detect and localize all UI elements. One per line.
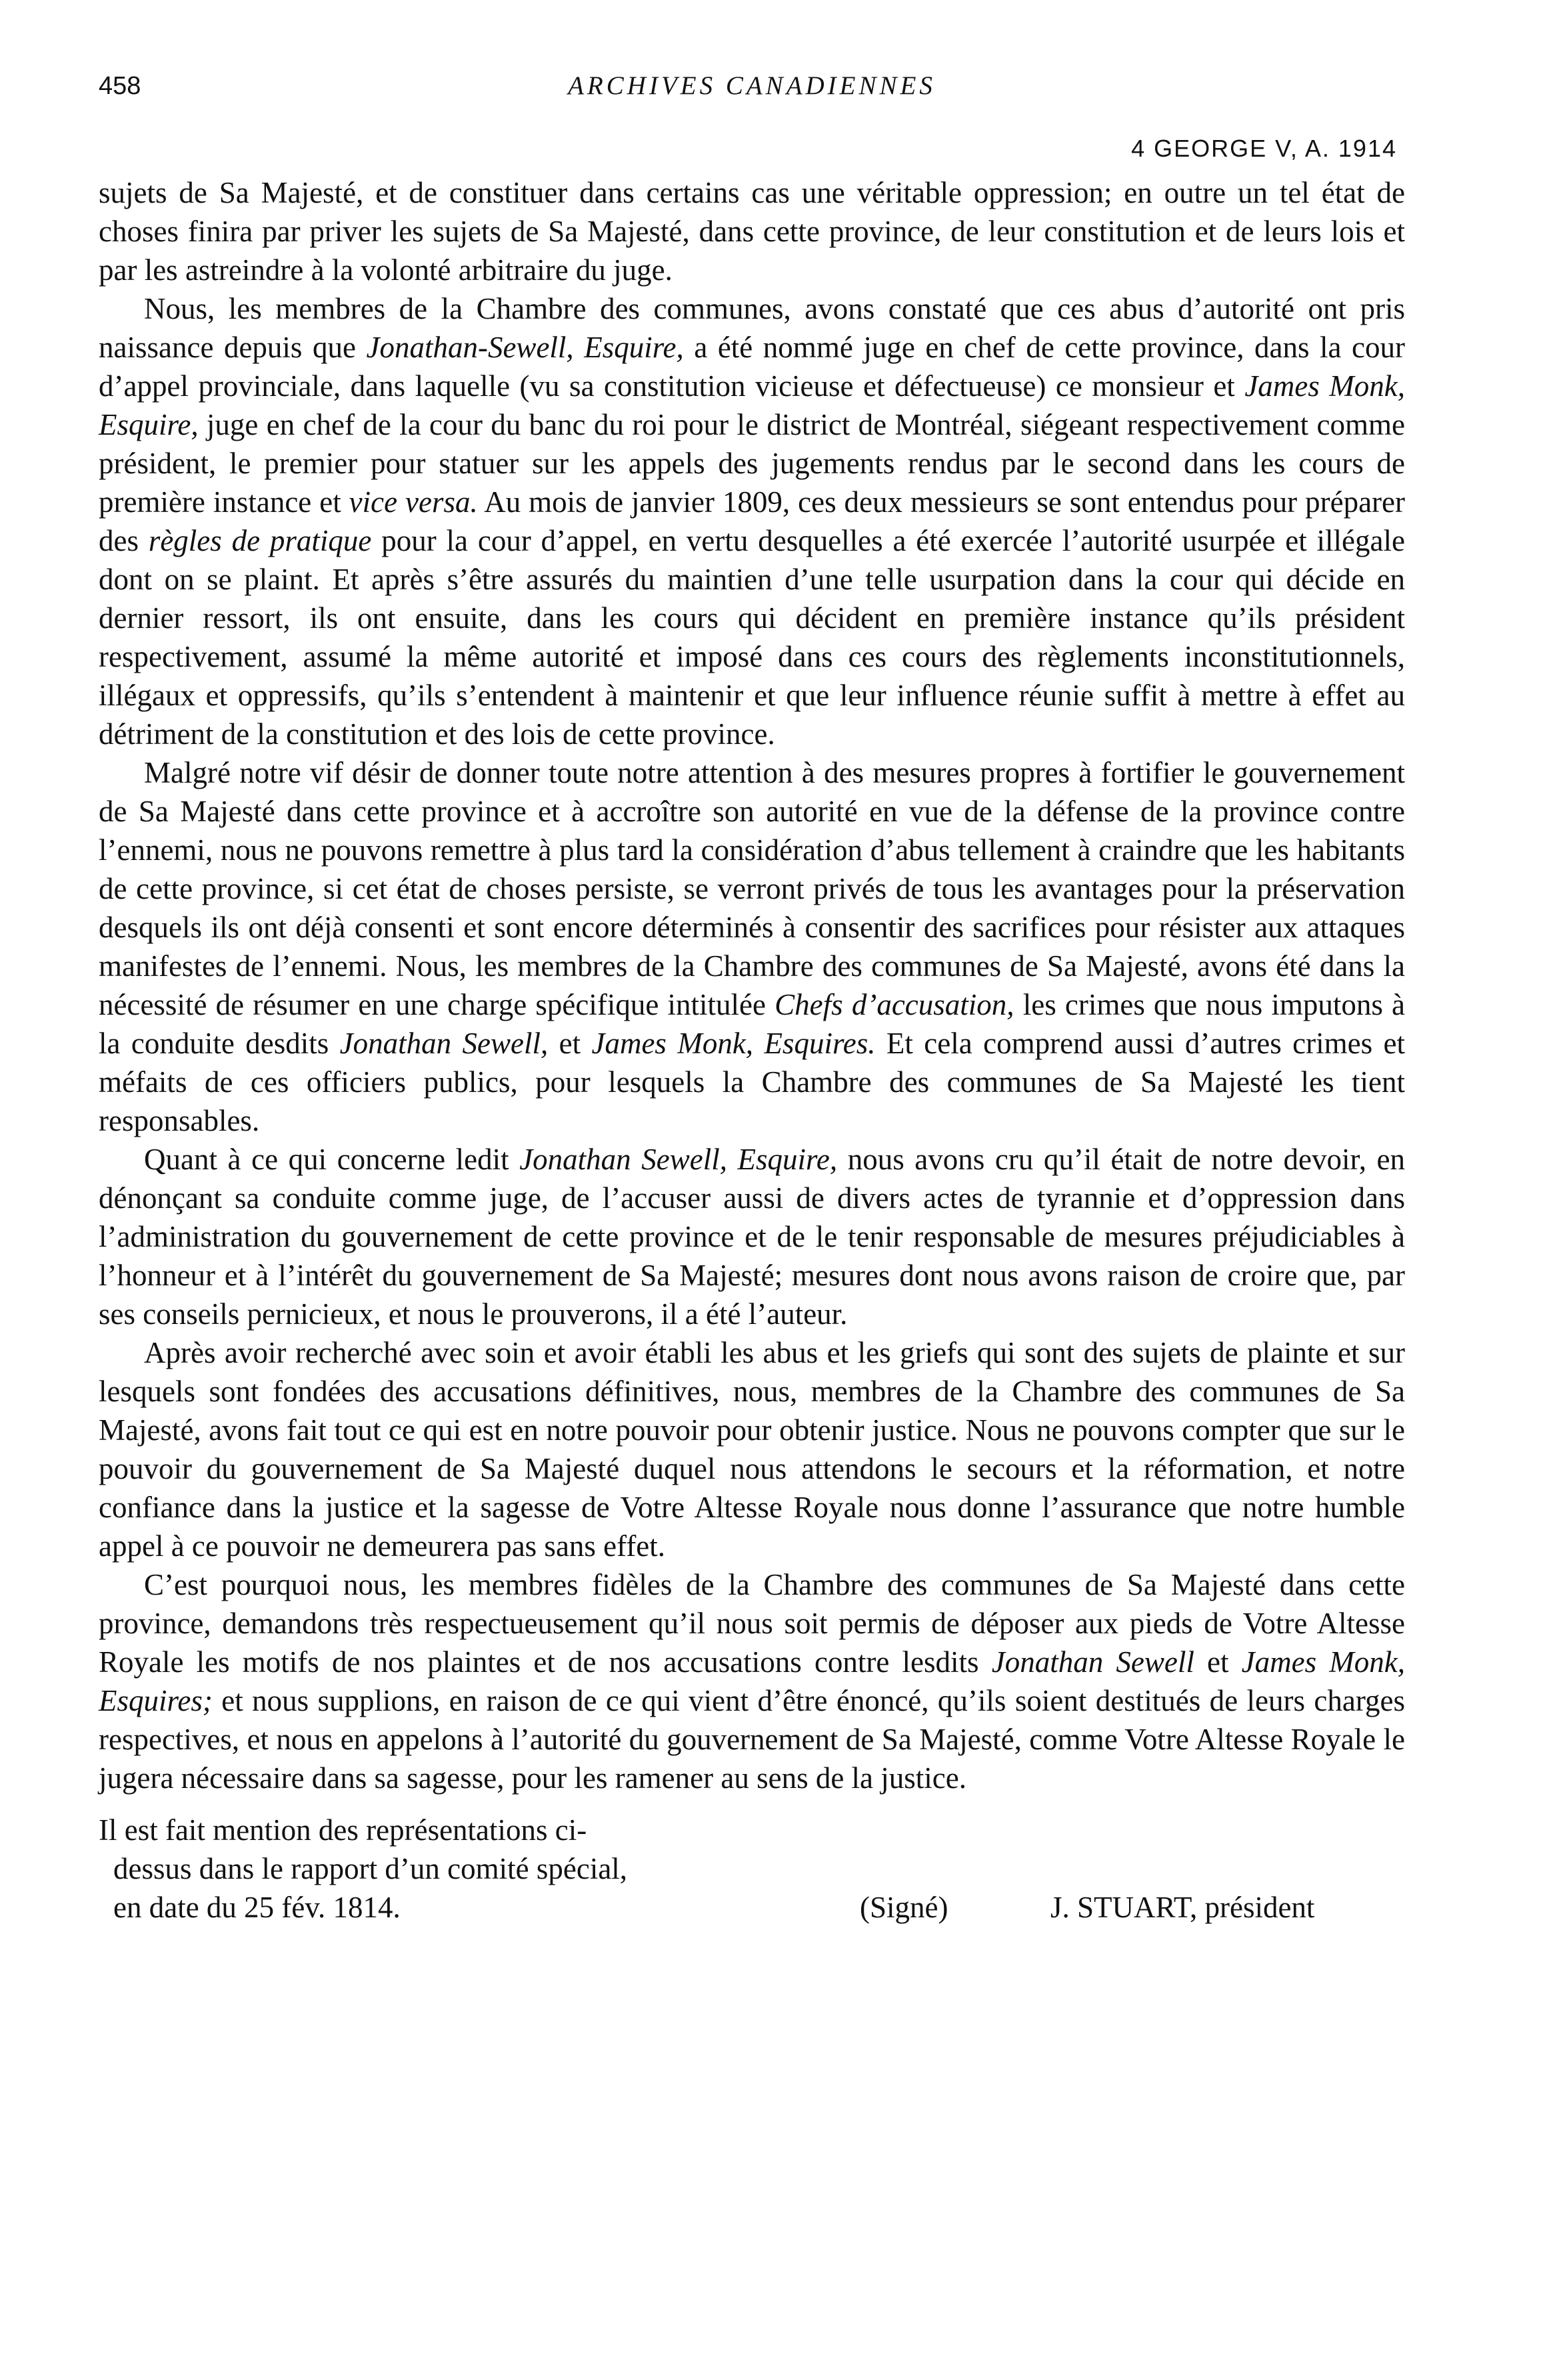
signature-name: J. STUART, président xyxy=(1050,1891,1315,1924)
person-name: Jonathan Sewell, xyxy=(339,1027,549,1060)
paragraph-4 xyxy=(99,1140,1405,1333)
signed-label: (Signé) xyxy=(860,1891,948,1924)
text-run: Malgré notre vif désir de donner toute notre attention à des mesures propres à fortifier le gouvernement de Sa Majesté dans cette province et à accroître son autorité en vue de la défense de la province contre l’ennemi, nous ne pouvons remettre à plus tard la considération d’abus tellement à craindre que les habitants de cette province, si cet état de choses persiste, se verront privés de tous les avantages pour la préservation desquels ils ont déjà consenti et sont encore déterminés à consentir des sacrifices pour résister aux attaques manifestes de l’ennemi. Nous, les membres de la Chambre des communes de Sa Majesté, avons été dans la nécessité de résumer en une charge spécifique intitulée xyxy=(99,756,1405,1021)
footnote-line: Il est fait mention des représentations ci- xyxy=(99,1813,587,1847)
latin-phrase: vice versa. xyxy=(349,485,478,519)
text-run: pour la cour d’appel, en vertu desquelles a été exercée l’autorité usurpée et illégale dont on se plaint. Et après s’être assurés du maintien d’une telle usurpation dans la cour qui décide en dernier ressort, ils ont ensuite, dans les cours qui décident en première instance qu’ils président respectivement, assumé la même autorité et imposé dans ces cours des règlements inconstitutionnels, illégaux et oppressifs, qu’ils s’entendent à maintenir et que leur influence réunie suffit à mettre à effet au détriment de la constitution et des lois de cette province. xyxy=(99,524,1405,751)
text-run: et xyxy=(1194,1645,1242,1679)
person-name: Jonathan Sewell xyxy=(991,1645,1194,1679)
page-footer xyxy=(99,1811,1405,1964)
text-run: Nous, les membres de la Chambre des communes, avons constaté que ces abus d’autorité ont pris naissance depuis que xyxy=(99,292,1405,364)
paragraph-1: sujets de Sa Majesté, et de constituer dans certains cas une véritable oppression; en outre un tel état de choses finira par priver les sujets de Sa Majesté, dans cette province, de leur constitution et de leurs lois et par les astreindre à la volonté arbitraire du juge. xyxy=(99,176,1405,287)
text-run: C’est pourquoi nous, les membres fidèles de la Chambre des communes de Sa Majesté dans cette province, demandons très respectueusement qu’il nous soit permis de déposer aux pieds de Votre Altesse Royale les motifs de nos plaintes et de nos accusations contre lesdits xyxy=(99,1568,1405,1679)
page-header xyxy=(99,67,1405,107)
text-run: Au mois de janvier 1809, ces deux messieurs se sont entendus pour préparer des xyxy=(99,485,1405,557)
document-page xyxy=(99,67,1405,1964)
person-name: James Monk, Esquires; xyxy=(99,1645,1405,1717)
text-run: a été nommé juge en chef de cette province, dans la cour d’appel provinciale, dans laquelle (vu sa constitution vicieuse et défectueuse) ce monsieur et xyxy=(99,331,1405,403)
person-name: James Monk, Esquire, xyxy=(99,369,1405,441)
text-run: Et cela comprend aussi d’autres crimes et méfaits de ces officiers publics, pour lesquels la Chambre des communes de Sa Majesté les tient responsables. xyxy=(99,1027,1405,1137)
footnote-line: en date du 25 fév. 1814. xyxy=(113,1891,401,1924)
session-label: 4 GEORGE V, A. 1914 xyxy=(1131,135,1397,162)
paragraph-2 xyxy=(99,289,1405,753)
paragraph-6 xyxy=(99,1565,1405,1797)
footnote xyxy=(99,1811,832,1927)
person-name: James Monk, Esquires. xyxy=(591,1027,876,1060)
footnote-line: dessus dans le rapport d’un comité spécial, xyxy=(113,1852,628,1885)
text-run: juge en chef de la cour du banc du roi pour le district de Montréal, siégeant respectivement comme président, le premier pour statuer sur les appels des jugements rendus par le second dans les cours de première instance et xyxy=(99,408,1405,519)
emphasis: règles de pratique xyxy=(148,524,372,557)
text-run: Quant à ce qui concerne ledit xyxy=(144,1143,520,1176)
text-run: et nous supplions, en raison de ce qui vient d’être énoncé, qu’ils soient destitués de leurs charges respectives, et nous en appelons à l’autorité du gouvernement de Sa Majesté, comme Votre Altesse Royale le jugera nécessaire dans sa sagesse, pour les ramener au sens de la justice. xyxy=(99,1684,1405,1795)
paragraph-5: Après avoir recherché avec soin et avoir établi les abus et les griefs qui sont des sujets de plainte et sur lesquels sont fondées des accusations définitives, nous, membres de la Chambre des communes de Sa Majesté, avons fait tout ce qui est en notre pouvoir pour obtenir justice. Nous ne pouvons compter que sur le pouvoir du gouvernement de Sa Majesté duquel nous attendons le secours et la réformation, et notre confiance dans la justice et la sagesse de Votre Altesse Royale nous donne l’assurance que notre humble appel à ce pouvoir ne demeurera pas sans effet. xyxy=(99,1336,1405,1563)
person-name: Jonathan-Sewell, Esquire, xyxy=(366,331,684,364)
text-run: et xyxy=(548,1027,592,1060)
emphasis: Chefs d’accusation, xyxy=(775,988,1014,1021)
running-title: ARCHIVES CANADIENNES xyxy=(568,71,936,100)
person-name: Jonathan Sewell, Esquire, xyxy=(519,1143,838,1176)
paragraph-3 xyxy=(99,753,1405,1140)
body-text xyxy=(99,173,1405,1797)
text-run: nous avons cru qu’il était de notre devoir, en dénonçant sa conduite comme juge, de l’accuser aussi de divers actes de tyrannie et d’oppression dans l’administration du gouvernement de cette province et de le tenir responsable de mesures préjudiciables à l’honneur et à l’intérêt du gouvernement de Sa Majesté; mesures dont nous avons raison de croire que, par ses conseils pernicieux, et nous le prouverons, il a été l’auteur. xyxy=(99,1143,1406,1331)
text-run: les crimes que nous imputons à la conduite desdits xyxy=(99,988,1406,1060)
page-number: 458 xyxy=(99,72,141,100)
